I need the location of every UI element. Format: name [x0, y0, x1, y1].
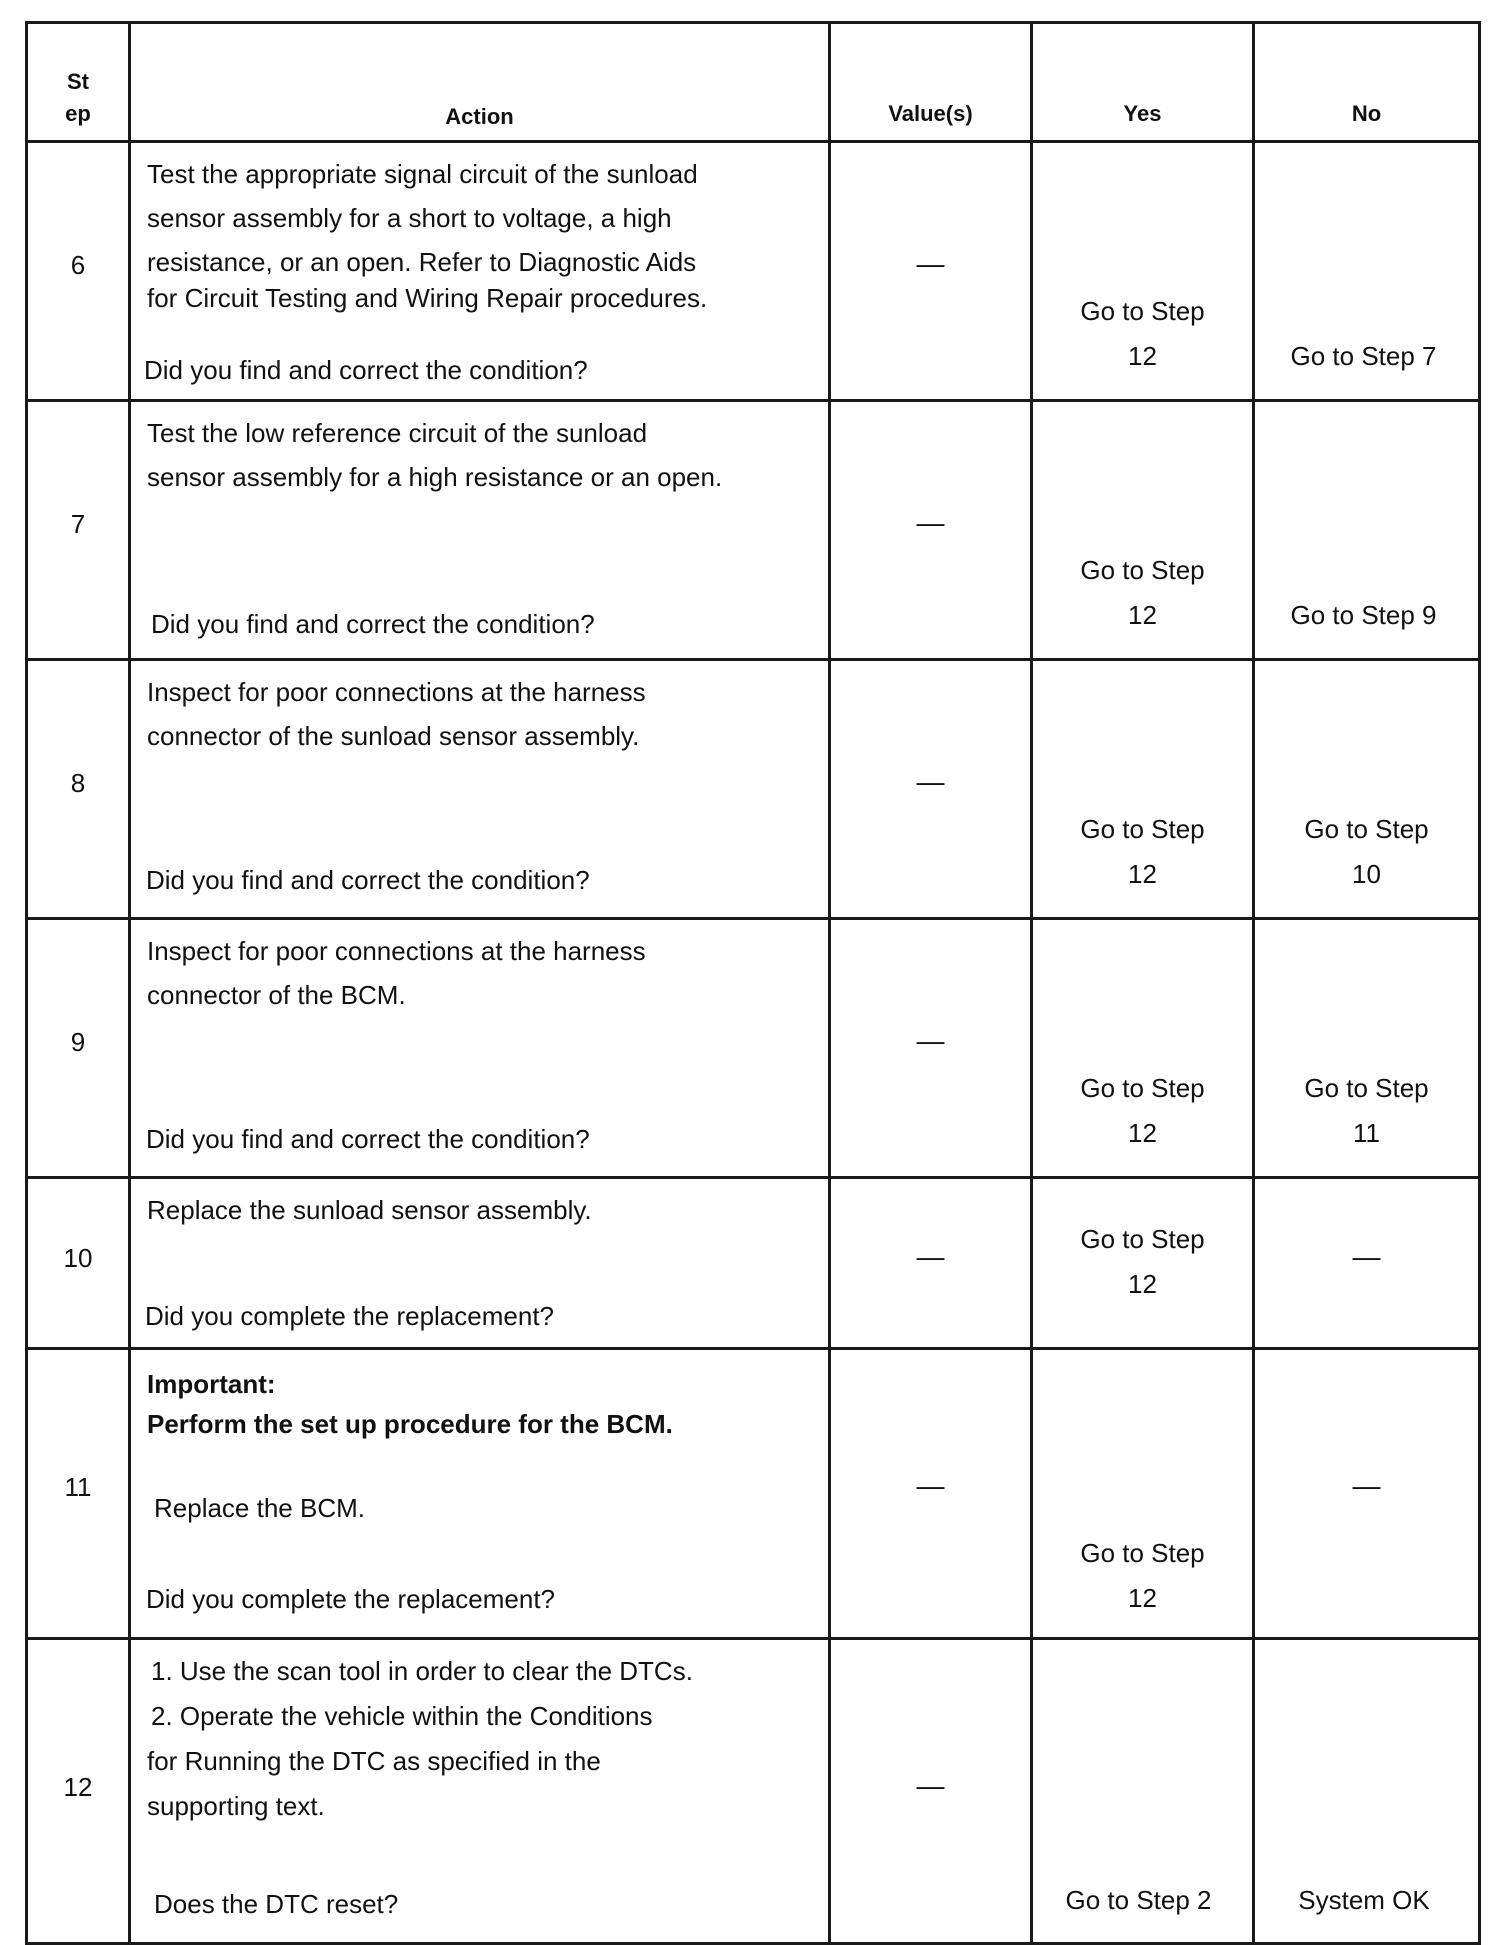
- table-row: [27, 1349, 1480, 1639]
- table-row: [27, 660, 1480, 919]
- table-row: [27, 1178, 1480, 1349]
- value-text: —: [916, 507, 945, 538]
- header-yes: Yes: [1032, 23, 1254, 142]
- no-goto-step: 11: [1353, 1118, 1380, 1148]
- header-step-line2: ep: [65, 101, 91, 126]
- table-row: [27, 142, 1480, 401]
- no-cell: [1254, 919, 1480, 1178]
- yes-goto-step: 12: [1128, 1583, 1157, 1613]
- list-item: 2. Operate the vehicle within the Conditions: [151, 1701, 653, 1731]
- step-cell: [27, 1349, 130, 1639]
- step-cell: [27, 1178, 130, 1349]
- action-cell: [130, 1178, 830, 1349]
- no-cell: [1254, 142, 1480, 401]
- action-question: Did you find and correct the condition?: [146, 1124, 590, 1154]
- header-values: Value(s): [830, 23, 1032, 142]
- no-cell: [1254, 1349, 1480, 1639]
- action-question: Did you find and correct the condition?: [144, 355, 588, 385]
- value-cell: [830, 1349, 1032, 1639]
- action-line: connector of the BCM.: [147, 980, 406, 1010]
- step-number: 7: [70, 509, 86, 539]
- step-cell: [27, 1639, 130, 1944]
- action-cell: [130, 1349, 830, 1639]
- action-line: for Running the DTC as specified in the: [147, 1746, 601, 1776]
- value-cell: [830, 1639, 1032, 1944]
- yes-cell: [1032, 919, 1254, 1178]
- diagnostic-steps-table: [25, 21, 1481, 1945]
- yes-cell: [1032, 401, 1254, 660]
- value-cell: [830, 142, 1032, 401]
- important-label: Important:: [147, 1369, 276, 1399]
- action-question: Did you complete the replacement?: [145, 1301, 555, 1331]
- step-cell: [27, 660, 130, 919]
- no-text: —: [1352, 1241, 1381, 1272]
- no-goto-step: 10: [1352, 859, 1381, 889]
- action-line: Inspect for poor connections at the harness: [147, 936, 646, 966]
- value-cell: [830, 919, 1032, 1178]
- yes-goto: Go to Step 2: [1065, 1885, 1212, 1915]
- step-cell: [27, 919, 130, 1178]
- yes-goto-step: 12: [1128, 600, 1157, 630]
- value-text: —: [916, 1241, 945, 1272]
- no-cell: [1254, 660, 1480, 919]
- header-step-line1: St: [67, 69, 89, 94]
- table-row: [27, 1639, 1480, 1944]
- yes-goto-step: 12: [1128, 1118, 1157, 1148]
- value-cell: [830, 1178, 1032, 1349]
- value-text: —: [916, 766, 945, 797]
- action-line: resistance, or an open. Refer to Diagnostic Aids: [147, 247, 697, 277]
- yes-goto-step: 12: [1128, 859, 1157, 889]
- action-cell: [130, 1639, 830, 1944]
- header-no: No: [1254, 23, 1480, 142]
- no-result: System OK: [1298, 1885, 1430, 1915]
- action-question: Did you complete the replacement?: [146, 1584, 556, 1614]
- step-number: 9: [70, 1027, 86, 1057]
- action-line: sensor assembly for a high resistance or an open.: [147, 462, 723, 492]
- no-goto-label: Go to Step: [1304, 814, 1429, 844]
- yes-goto-step: 12: [1128, 341, 1157, 371]
- no-cell: [1254, 401, 1480, 660]
- yes-goto-label: Go to Step: [1080, 1538, 1205, 1568]
- value-cell: [830, 401, 1032, 660]
- action-steps-list: [147, 1649, 822, 1739]
- value-text: —: [916, 1470, 945, 1501]
- step-number: 12: [63, 1772, 93, 1802]
- no-text: —: [1352, 1470, 1381, 1501]
- yes-goto-label: Go to Step: [1080, 296, 1205, 326]
- no-goto: Go to Step 7: [1290, 341, 1437, 371]
- value-text: —: [916, 248, 945, 279]
- value-text: —: [916, 1025, 945, 1056]
- action-line: Test the low reference circuit of the sunload: [147, 418, 648, 448]
- action-line: connector of the sunload sensor assembly.: [147, 721, 640, 751]
- list-item: 1. Use the scan tool in order to clear the DTCs.: [151, 1656, 693, 1686]
- yes-cell: [1032, 1178, 1254, 1349]
- no-goto: Go to Step 9: [1290, 600, 1437, 630]
- table-row: [27, 401, 1480, 660]
- action-question: Did you find and correct the condition?: [146, 865, 590, 895]
- yes-goto-label: Go to Step: [1080, 814, 1205, 844]
- step-number: 11: [64, 1472, 92, 1502]
- yes-goto-step: 12: [1128, 1269, 1157, 1299]
- step-cell: [27, 142, 130, 401]
- yes-cell: [1032, 660, 1254, 919]
- header-step: [27, 23, 130, 142]
- action-line: Replace the sunload sensor assembly.: [147, 1195, 592, 1225]
- action-line: Inspect for poor connections at the harness: [147, 677, 646, 707]
- action-question: Does the DTC reset?: [154, 1889, 399, 1919]
- no-cell: [1254, 1639, 1480, 1944]
- yes-cell: [1032, 142, 1254, 401]
- no-cell: [1254, 1178, 1480, 1349]
- step-number: 8: [70, 768, 86, 798]
- yes-goto-label: Go to Step: [1080, 1224, 1205, 1254]
- yes-cell: [1032, 1349, 1254, 1639]
- yes-goto-label: Go to Step: [1080, 1073, 1205, 1103]
- action-cell: [130, 401, 830, 660]
- step-number: 6: [70, 250, 86, 280]
- yes-goto-label: Go to Step: [1080, 555, 1205, 585]
- action-line: Replace the BCM.: [154, 1493, 365, 1523]
- table-header-row: [27, 23, 1480, 142]
- action-cell: [130, 142, 830, 401]
- action-question: Did you find and correct the condition?: [151, 609, 595, 639]
- action-line: supporting text.: [147, 1791, 325, 1821]
- step-number: 10: [63, 1243, 93, 1273]
- action-cell: [130, 919, 830, 1178]
- important-text: Perform the set up procedure for the BCM.: [147, 1409, 673, 1439]
- action-line: for Circuit Testing and Wiring Repair procedures.: [147, 283, 708, 313]
- action-cell: [130, 660, 830, 919]
- action-line: Test the appropriate signal circuit of the sunload: [147, 159, 698, 189]
- header-action: Action: [130, 23, 830, 142]
- action-line: sensor assembly for a short to voltage, a high: [147, 203, 672, 233]
- no-goto-label: Go to Step: [1304, 1073, 1429, 1103]
- value-cell: [830, 660, 1032, 919]
- table-row: [27, 919, 1480, 1178]
- step-cell: [27, 401, 130, 660]
- value-text: —: [916, 1770, 945, 1801]
- yes-cell: [1032, 1639, 1254, 1944]
